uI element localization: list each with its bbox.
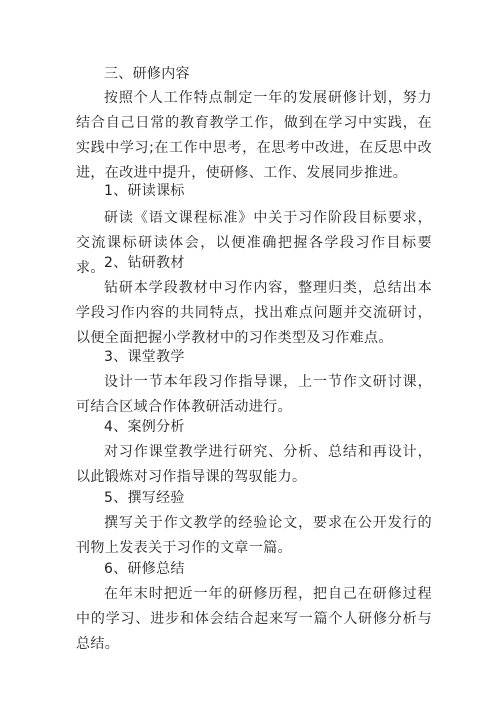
item-title-4: 4、案例分析 <box>104 419 185 435</box>
item-body-5: 撰写关于作文教学的经验论文，要求在公开发行的刊物上发表关于习作的文章一篇。 <box>76 515 432 556</box>
item-title-1: 1、研读课标 <box>104 183 185 199</box>
intro-paragraph: 按照个人工作特点制定一年的发展研修计划，努力结合自己日常的教育教学工作，做到在学习中实践，在实践中学习;在工作中思考，在思考中改进，在反思中改进，在改进中提升，使研修、工作、发展同步推进。 <box>76 90 432 181</box>
item-body-2: 钻研本学段教材中习作内容，整理归类，总结出本学段习作内容的共同特点，找出难点问题并交流研讨，以便全面把握小学教材中的习作类型及习作难点。 <box>76 280 432 346</box>
item-body-4: 对习作课堂教学进行研究、分析、总结和再设计，以此锻炼对习作指导课的驾驭能力。 <box>76 444 432 485</box>
item-title-2: 2、钻研教材 <box>104 255 185 271</box>
item-body-1: 研读《语文课程标准》中关于习作阶段目标要求，交流课标研读体会，以便准确把握各学段习作目标要求。 <box>76 210 432 276</box>
item-title-6: 6、研修总结 <box>104 561 185 577</box>
item-title-3: 3、课堂教学 <box>104 349 185 365</box>
item-body-3: 设计一节本年段习作指导课，上一节作文研讨课，可结合区域合作体教研活动进行。 <box>76 374 432 415</box>
item-body-6: 在年末时把近一年的研修历程，把自己在研修过程中的学习、进步和体会结合起来写一篇个人研修分析与总结。 <box>76 586 432 652</box>
item-title-5: 5、撰写经验 <box>104 490 185 506</box>
section-title: 三、研修内容 <box>104 66 190 82</box>
